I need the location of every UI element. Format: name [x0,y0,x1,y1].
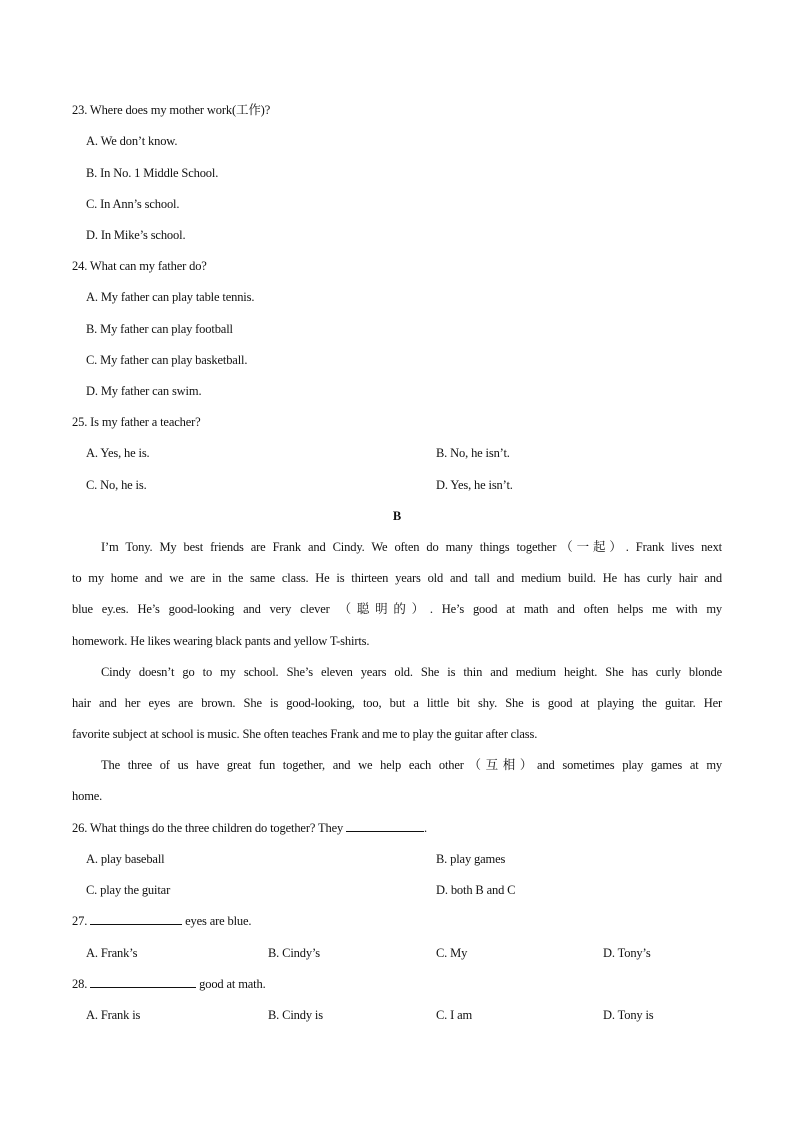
question-26-end: . [424,821,428,835]
q24-option-c: C. My father can play basketball. [86,353,248,367]
q27-option-a: A. Frank’s [86,946,138,960]
q23-option-c: C. In Ann’s school. [86,197,180,211]
q28-option-b: B. Cindy is [268,1008,323,1022]
question-23: 23. Where does my mother work(工作)? [72,103,271,117]
passage-line: hair and her eyes are brown. She is good-looking, too, but a little bit shy. She is good at playing the guitar. Her [72,696,722,711]
passage-line: The three of us have great fun together, and we help each other（互相）and sometimes play games at my [101,758,722,772]
answer-blank[interactable] [346,820,424,832]
q26-option-b: B. play games [436,852,506,866]
passage-b-title: B [392,509,402,523]
q26-option-d: D. both B and C [436,883,516,897]
q27-option-b: B. Cindy’s [268,946,320,960]
question-28 [72,976,266,992]
passage-line: Cindy doesn’t go to my school. She’s eleven years old. She is thin and medium height. She has curly blonde [101,665,722,679]
passage-b-paragraph-3 [72,757,722,819]
answer-blank[interactable] [90,976,196,988]
q23-option-a: A. We don’t know. [86,134,178,148]
question-26-text: 26. What things do the three children do together? They [72,821,347,835]
q24-option-b: B. My father can play football [86,322,233,336]
passage-line: homework. He likes wearing black pants and yellow T-shirts. [72,633,370,648]
question-27-text: eyes are blue. [182,914,252,928]
passage-line: to my home and we are in the same class. He is thirteen years old and tall and medium build. He has curly hair and [72,571,722,586]
passage-b-paragraph-1 [72,539,722,664]
q26-option-c: C. play the guitar [86,883,171,897]
question-26 [72,820,427,836]
question-25: 25. Is my father a teacher? [72,415,201,429]
q28-option-c: C. I am [436,1008,473,1022]
passage-b-paragraph-2 [72,664,722,758]
q28-option-a: A. Frank is [86,1008,141,1022]
passage-line: home. [72,789,103,804]
q23-option-d: D. In Mike’s school. [86,228,186,242]
q26-option-a: A. play baseball [86,852,165,866]
q24-option-a: A. My father can play table tennis. [86,290,255,304]
q27-option-c: C. My [436,946,468,960]
question-28-number: 28. [72,977,91,991]
question-28-text: good at math. [196,977,266,991]
q24-option-d: D. My father can swim. [86,384,202,398]
q23-option-b: B. In No. 1 Middle School. [86,166,219,180]
passage-line: I’m Tony. My best friends are Frank and Cindy. We often do many things together（一起）. Frank lives next [101,540,722,554]
question-27 [72,913,251,929]
q25-option-c: C. No, he is. [86,478,147,492]
q25-option-b: B. No, he isn’t. [436,446,510,460]
question-27-number: 27. [72,914,91,928]
q28-option-d: D. Tony is [603,1008,654,1022]
passage-line: blue ey.es. He’s good-looking and very clever （聪明的）. He’s good at math and often helps me with my [72,602,722,617]
q25-option-d: D. Yes, he isn’t. [436,478,513,492]
question-24: 24. What can my father do? [72,259,207,273]
q27-option-d: D. Tony’s [603,946,651,960]
answer-blank[interactable] [90,913,182,925]
passage-line: favorite subject at school is music. She often teaches Frank and me to play the guitar after class. [72,727,538,742]
q25-option-a: A. Yes, he is. [86,446,150,460]
